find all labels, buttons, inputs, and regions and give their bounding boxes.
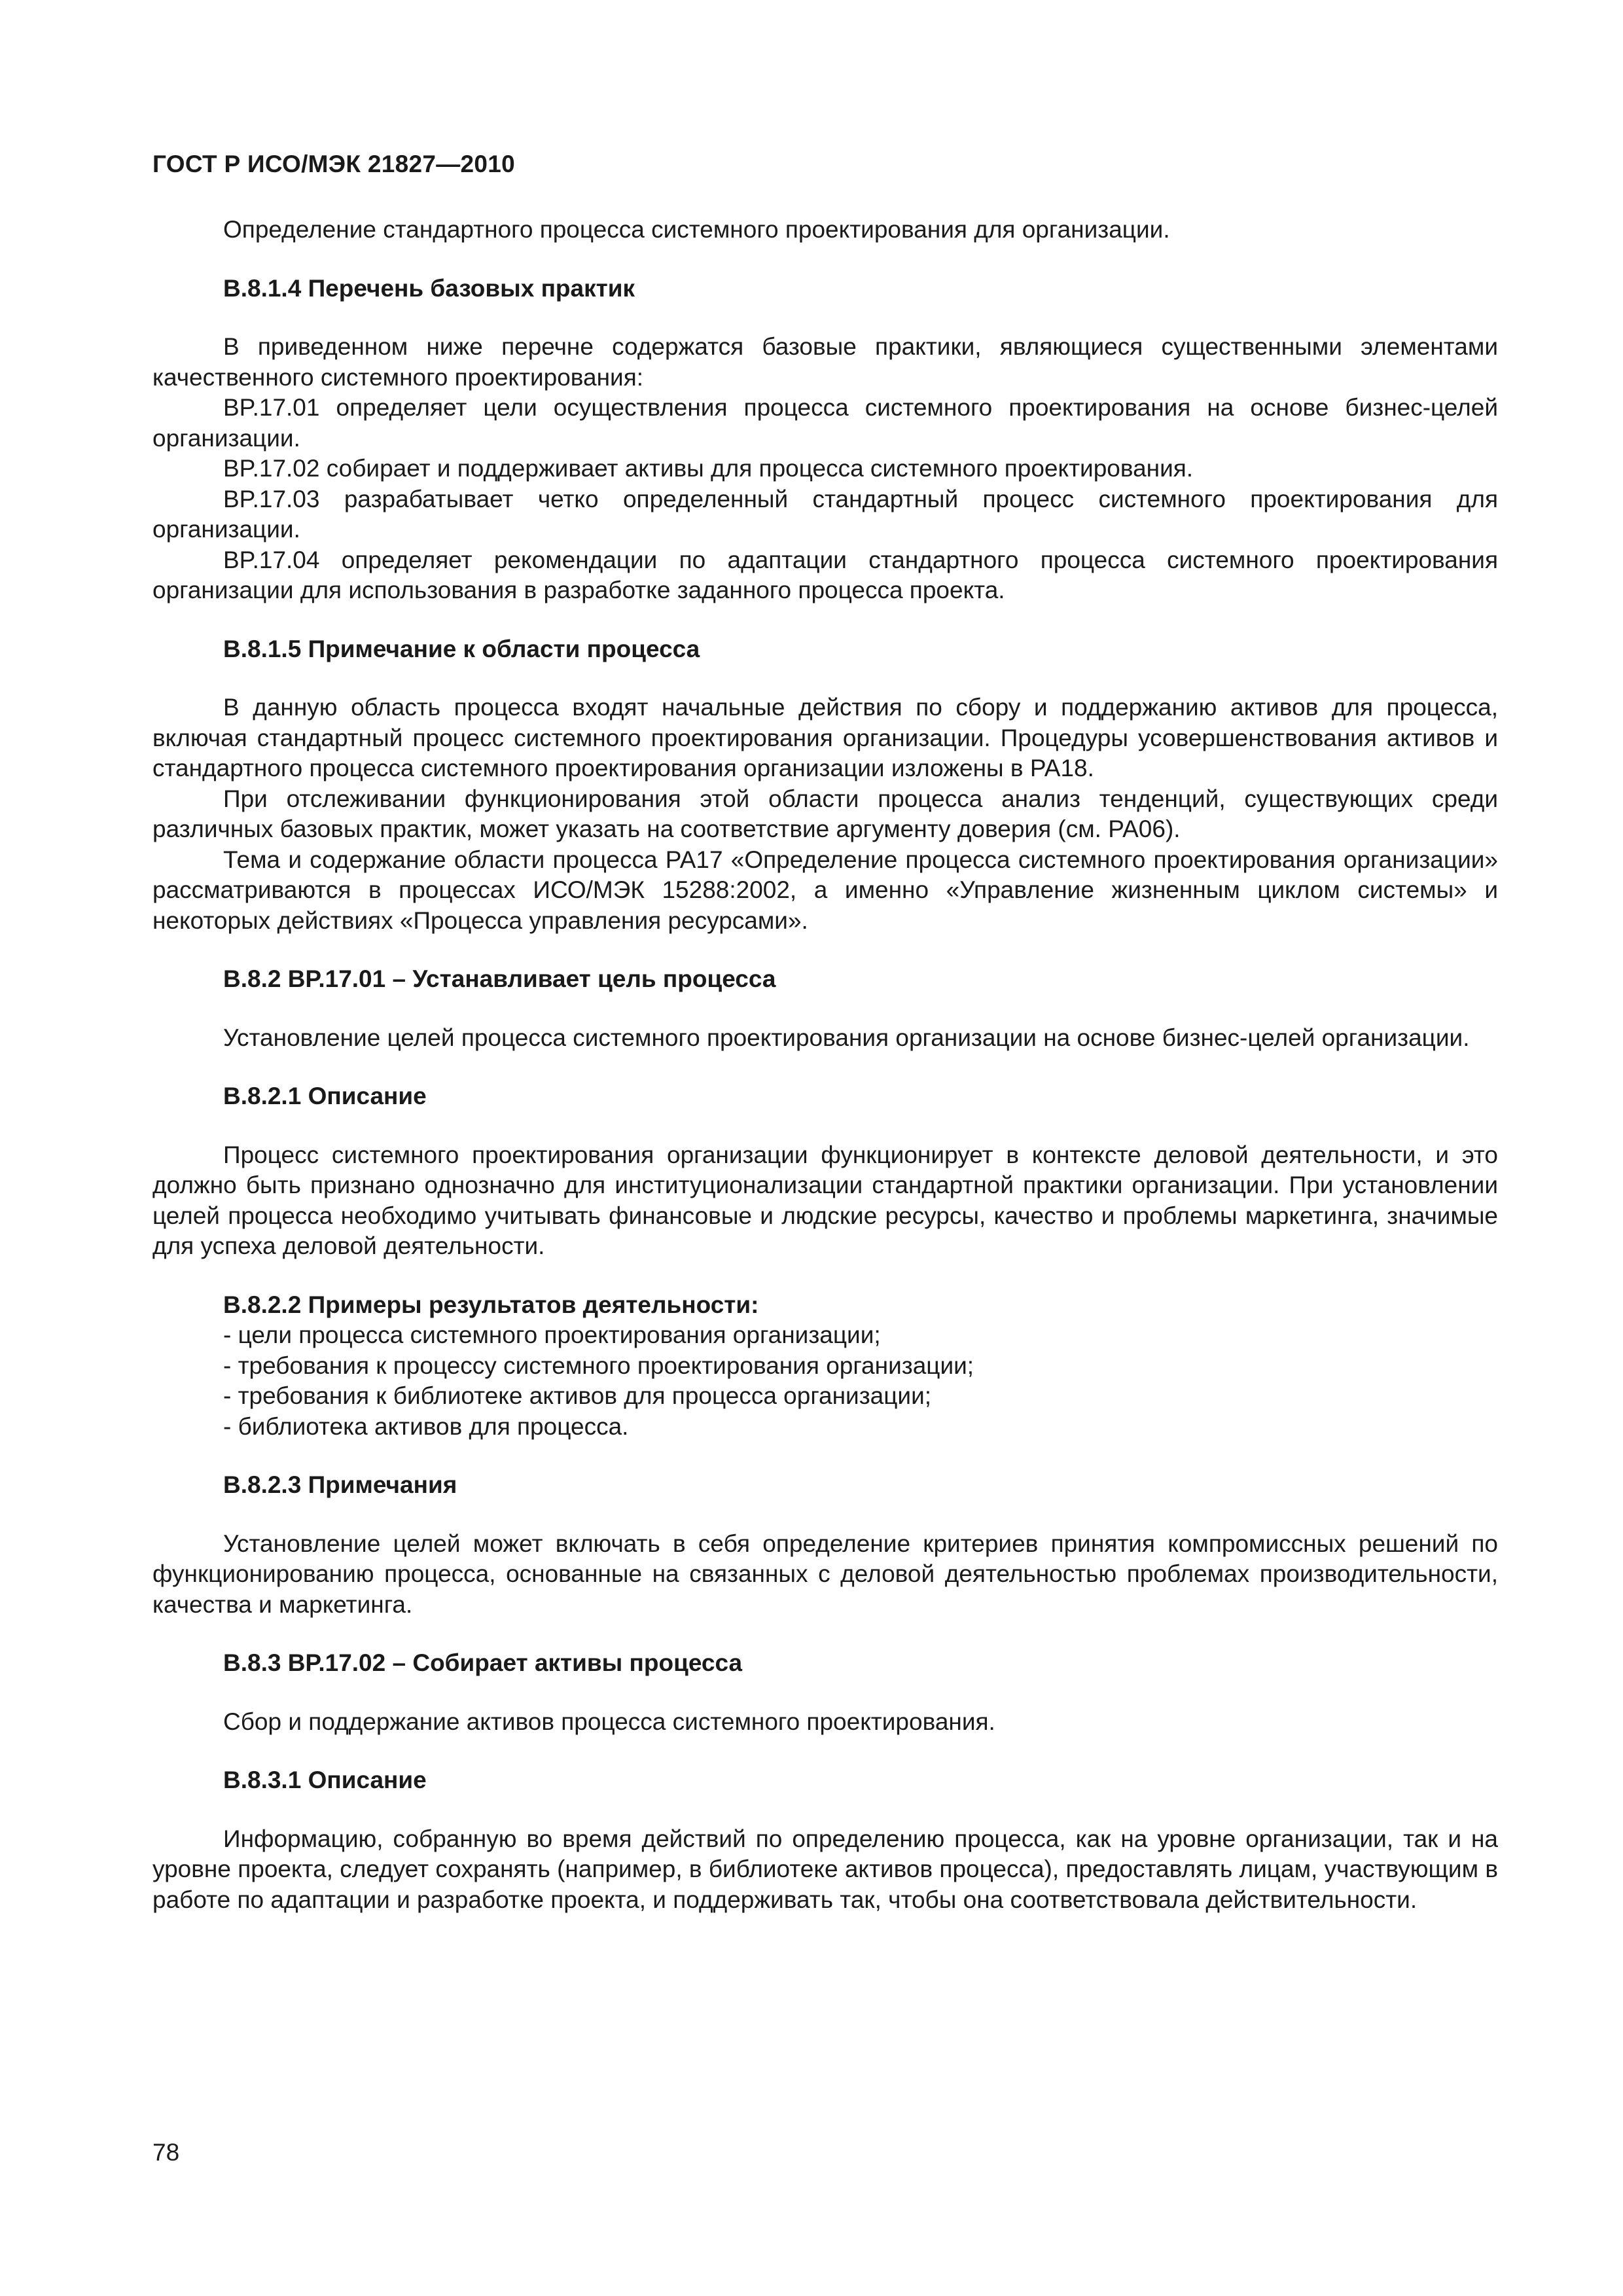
paragraph-b821-1: Процесс системного проектирования организации функционирует в контексте деловой деятельности, и это должно быть признано однозначно для институционализации стандартной практики организации. При установлении целей процесса необходимо учитывать финансовые и людские ресурсы, качество и проблемы маркетинга, значимые для успеха деловой деятельности. bbox=[152, 1141, 1498, 1259]
paragraph-b815-3: Тема и содержание области процесса PA17 «Определение процесса системного проектирования организации» рассматриваются в процессах ИСО/МЭК 15288:2002, а именно «Управление жизненным циклом системы» и некоторых действиях «Процесса управления ресурсами». bbox=[152, 846, 1498, 934]
paragraph-b831-1: Информацию, собранную во время действий по определению процесса, как на уровне организации, так и на уровне проекта, следует сохранять (например, в библиотеке активов процесса), предоставлять лицам, участвующим в работе по адаптации и разработке проекта, и поддерживать так, чтобы она соответствовала действительности. bbox=[152, 1825, 1498, 1913]
paragraph-b83-1: Сбор и поддержание активов процесса системного проектирования. bbox=[223, 1708, 995, 1735]
paragraph-bp-17-04: BP.17.04 определяет рекомендации по адаптации стандартного процесса системного проектирования организации для использования в разработке заданного процесса проекта. bbox=[152, 546, 1498, 603]
section-heading-b82: В.8.2 BP.17.01 – Устанавливает цель процесса bbox=[223, 965, 776, 992]
document-body bbox=[152, 215, 1498, 1915]
paragraph-b814-lead: В приведенном ниже перечне содержатся базовые практики, являющиеся существенными элементами качественного системного проектирования: bbox=[152, 333, 1498, 391]
paragraph-b82-1: Установление целей процесса системного проектирования организации на основе бизнес-целей организации. bbox=[223, 1024, 1470, 1051]
section-heading-b821: В.8.2.1 Описание bbox=[223, 1083, 427, 1109]
paragraph-b815-2: При отслеживании функционирования этой области процесса анализ тенденций, существующих среди различных базовых практик, может указать на соответствие аргументу доверия (см. PA06). bbox=[152, 785, 1498, 842]
intro-paragraph: Определение стандартного процесса системного проектирования для организации. bbox=[223, 216, 1170, 243]
paragraph-bp-17-01: BP.17.01 определяет цели осуществления процесса системного проектирования на основе бизнес-целей организации. bbox=[152, 394, 1498, 452]
section-heading-b814: В.8.1.4 Перечень базовых практик bbox=[223, 274, 635, 302]
paragraph-bp-17-02: BP.17.02 собирает и поддерживает активы для процесса системного проектирования. bbox=[223, 455, 1194, 482]
list-item: - цели процесса системного проектирования организации; bbox=[223, 1321, 881, 1348]
section-heading-b823: В.8.2.3 Примечания bbox=[223, 1471, 457, 1498]
section-heading-b815: В.8.1.5 Примечание к области процесса bbox=[223, 635, 700, 662]
list-item: - требования к процессу системного проектирования организации; bbox=[223, 1352, 974, 1379]
paragraph-bp-17-03: BP.17.03 разрабатывает четко определенный стандартный процесс системного проектирования для организации. bbox=[152, 485, 1498, 543]
document-id-header: ГОСТ Р ИСО/МЭК 21827—2010 bbox=[152, 151, 516, 177]
paragraph-b823-1: Установление целей может включать в себя определение критериев принятия компромиссных решений по функционированию процесса, основанные на связанных с деловой деятельностью проблемах производительности, качества и маркетинга. bbox=[152, 1530, 1498, 1618]
list-item: - библиотека активов для процесса. bbox=[223, 1412, 629, 1440]
section-heading-b822: В.8.2.2 Примеры результатов деятельности: bbox=[223, 1291, 759, 1318]
list-item: - требования к библиотеке активов для процесса организации; bbox=[223, 1382, 932, 1409]
page-number: 78 bbox=[152, 2139, 180, 2166]
section-heading-b831: В.8.3.1 Описание bbox=[223, 1767, 427, 1793]
paragraph-b815-1: В данную область процесса входят начальные действия по сбору и поддержанию активов для процесса, включая стандартный процесс системного проектирования организации. Процедуры усовершенствования активов и стандартного процесса системного проектирования организации изложены в PA18. bbox=[152, 694, 1498, 781]
section-heading-b83: В.8.3 BP.17.02 – Собирает активы процесса bbox=[223, 1649, 743, 1676]
